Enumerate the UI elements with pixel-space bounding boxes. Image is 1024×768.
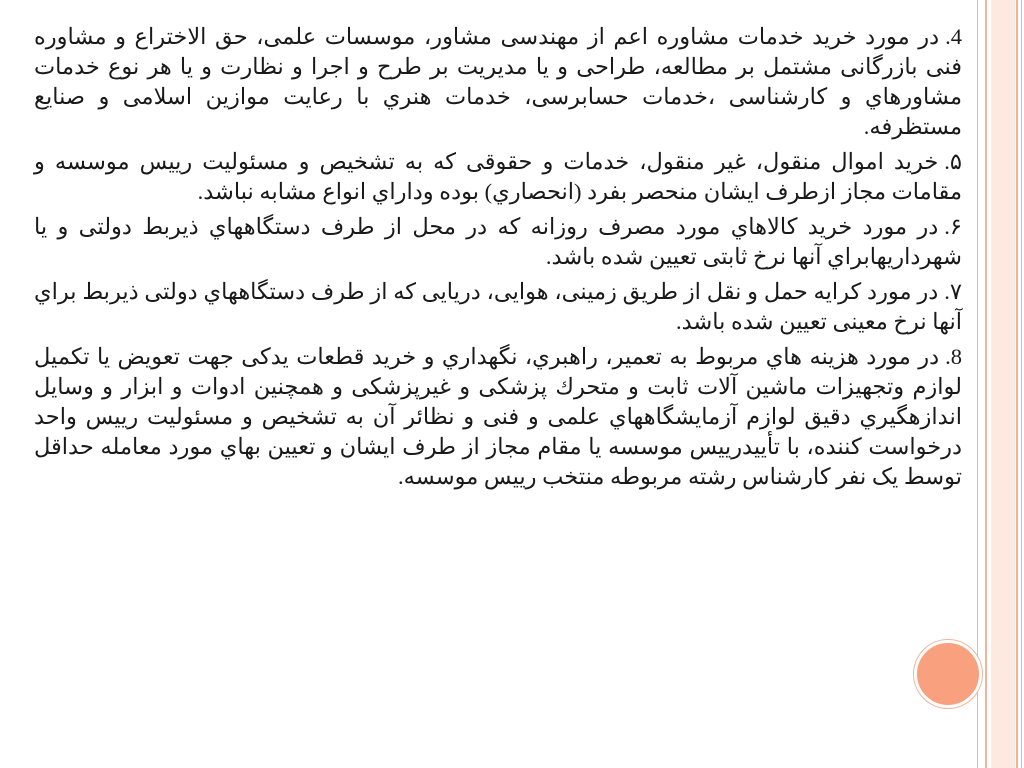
list-item [34, 342, 962, 492]
item-number: 4. [945, 24, 962, 49]
item-text: در مورد خريد كالاهاي مورد مصرف روزانه كه در محل از طرف دستگاههاي ذيربط دولتی و يا شهرداريهابراي آنها نرخ ثابتی تعيين شده باشد. [34, 214, 962, 269]
edge-band [991, 0, 1015, 768]
list-item [34, 277, 962, 337]
edge-line [1021, 0, 1022, 768]
list-item [34, 147, 962, 207]
item-number: 8. [945, 344, 962, 369]
edge-line [985, 0, 987, 768]
numbered-list [34, 22, 962, 497]
item-text: در مورد خرید خدمات مشاوره اعم از مهندسی مشاور، موسسات علمی، حق الاختراع و مشاوره فنی بازرگانی مشتمل بر مطالعه، طراحی و یا مدیریت بر طرح و اجرا و نظارت و یا هر نوع خدمات مشاورهاي و كارشناسی ،خدمات حسابرسی، خدمات هنري با رعايت موازين اسلامی و صنايع مستظرفه. [34, 24, 962, 139]
item-number: ۵. [944, 149, 962, 174]
decorative-circle [914, 640, 982, 708]
item-text: در مورد كرايه حمل و نقل از طريق زمينی، هوايی، دريايی كه از طرف دستگاههاي دولتی ذيربط براي آنها نرخ معينی تعيين شده باشد. [34, 279, 962, 334]
item-text: در مورد هزينه هاي مربوط به تعمير، راهبري، نگهداري و خريد قطعات يدكی جهت تعويض يا تكميل لوازم وتجهيزات ماشين آلات ثابت و متحرك پزشكی و غيرپزشكی و همچنين ادوات و ابزار و وسايل اندازهگيري دقيق لوازم آزمايشگاههاي علمی و فنی و نظائر آن به تشخيص و مسئوليت رييس واحد درخواست كننده، با تأييدرييس موسسه يا مقام مجاز از طرف ايشان و تعيين بهاي مورد معامله حداقل توسط يک نفر كارشناس رشته مربوطه منتخب رييس موسسه. [34, 344, 962, 489]
edge-line [977, 0, 978, 768]
item-text: خريد اموال منقول، غير منقول، خدمات و حقوقی كه به تشخيص و مسئوليت رييس موسسه و مقامات مجاز ازطرف ايشان منحصر بفرد (انحصاري) بوده وداراي انواع مشابه نباشد. [34, 149, 962, 204]
list-item [34, 212, 962, 272]
item-number: ۶. [944, 214, 962, 239]
edge-line [1016, 0, 1018, 768]
item-number: ۷. [944, 279, 962, 304]
list-item [34, 22, 962, 142]
